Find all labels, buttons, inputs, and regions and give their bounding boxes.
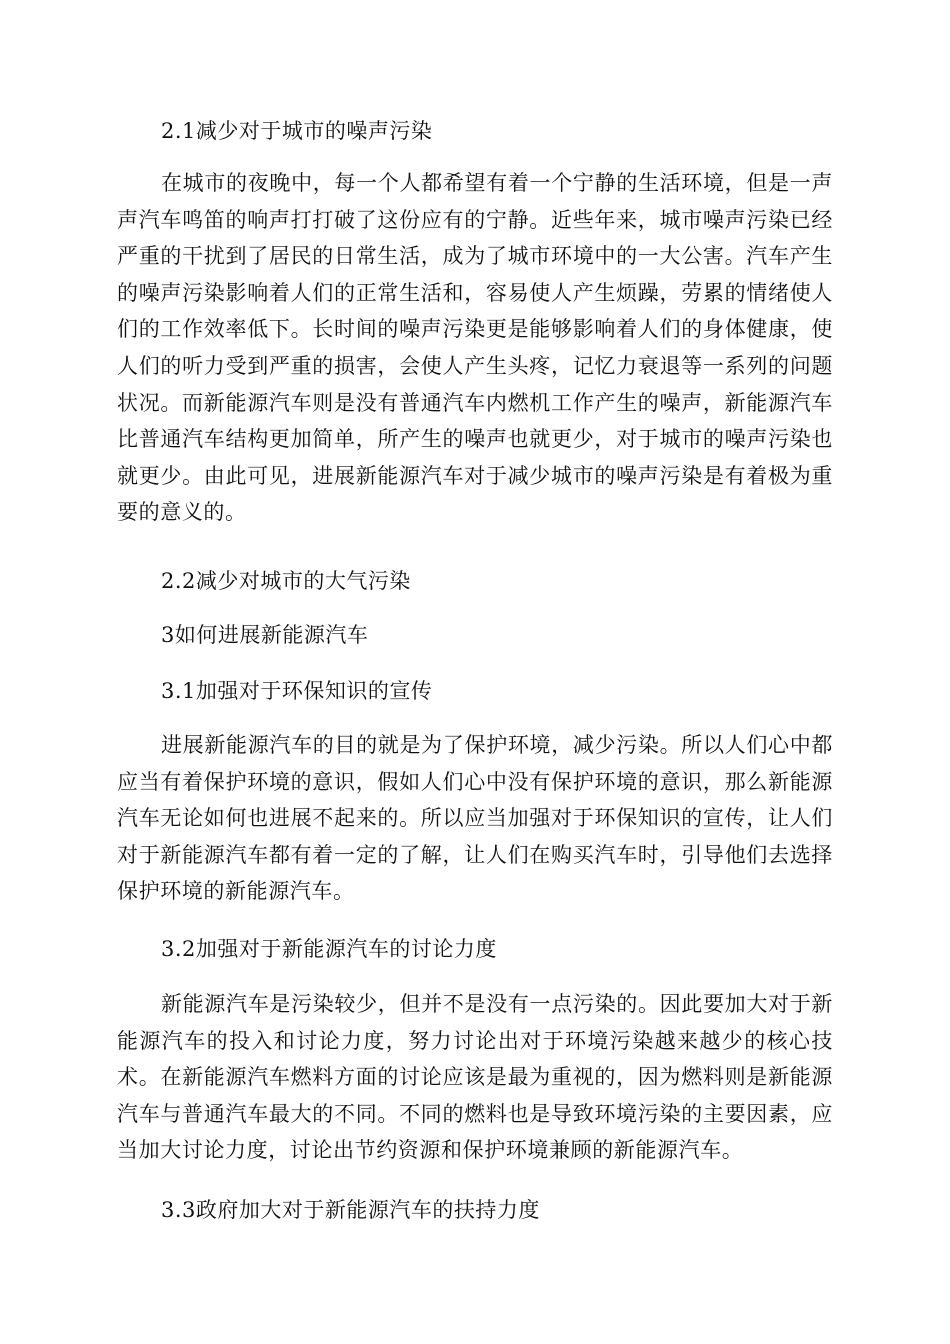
paragraph-environmental-awareness bbox=[117, 727, 833, 910]
section-heading-2-2: 2.2减少对城市的大气污染 bbox=[161, 569, 411, 593]
paragraph-text: 进展新能源汽车的目的就是为了保护环境，减少污染。所以人们心中都应当有着保护环境的意识，假如人们心中没有保护环境的意识，那么新能源汽车无论如何也进展不起来的。所以应当加强对于环保知识的宣传，让人们对于新能源汽车都有着一定的了解，让人们在购买汽车时，引导他们去选择保护环境的新能源汽车。 bbox=[117, 733, 833, 904]
section-heading-3-1: 3.1加强对于环保知识的宣传 bbox=[161, 679, 433, 703]
paragraph-noise-pollution bbox=[117, 165, 833, 531]
section-heading-3: 3如何进展新能源汽车 bbox=[161, 623, 369, 647]
section-heading-3-2: 3.2加强对于新能源汽车的讨论力度 bbox=[161, 937, 497, 961]
paragraph-text: 新能源汽车是污染较少，但并不是没有一点污染的。因此要加大对于新能源汽车的投入和讨论力度，努力讨论出对于环境污染越来越少的核心技术。在新能源汽车燃料方面的讨论应该是最为重视的，因为燃料则是新能源汽车与普通汽车最大的不同。不同的燃料也是导致环境污染的主要因素，应当加大讨论力度，讨论出节约资源和保护环境兼顾的新能源汽车。 bbox=[117, 992, 833, 1163]
paragraph-research-effort bbox=[117, 986, 833, 1169]
paragraph-text: 在城市的夜晚中，每一个人都希望有着一个宁静的生活环境，但是一声声汽车鸣笛的响声打打破了这份应有的宁静。近些年来，城市噪声污染已经严重的干扰到了居民的日常生活，成为了城市环境中的一大公害。汽车产生的噪声污染影响着人们的正常生活和，容易使人产生烦躁，劳累的情绪使人们的工作效率低下。长时间的噪声污染更是能够影响着人们的身体健康，使人们的听力受到严重的损害，会使人产生头疼，记忆力衰退等一系列的问题状况。而新能源汽车则是没有普通汽车内燃机工作产生的噪声，新能源汽车比普通汽车结构更加简单，所产生的噪声也就更少，对于城市的噪声污染也就更少。由此可见，进展新能源汽车对于减少城市的噪声污染是有着极为重要的意义的。 bbox=[117, 171, 833, 525]
section-heading-3-3: 3.3政府加大对于新能源汽车的扶持力度 bbox=[161, 1198, 540, 1222]
section-heading-2-1: 2.1减少对于城市的噪声污染 bbox=[161, 119, 433, 143]
